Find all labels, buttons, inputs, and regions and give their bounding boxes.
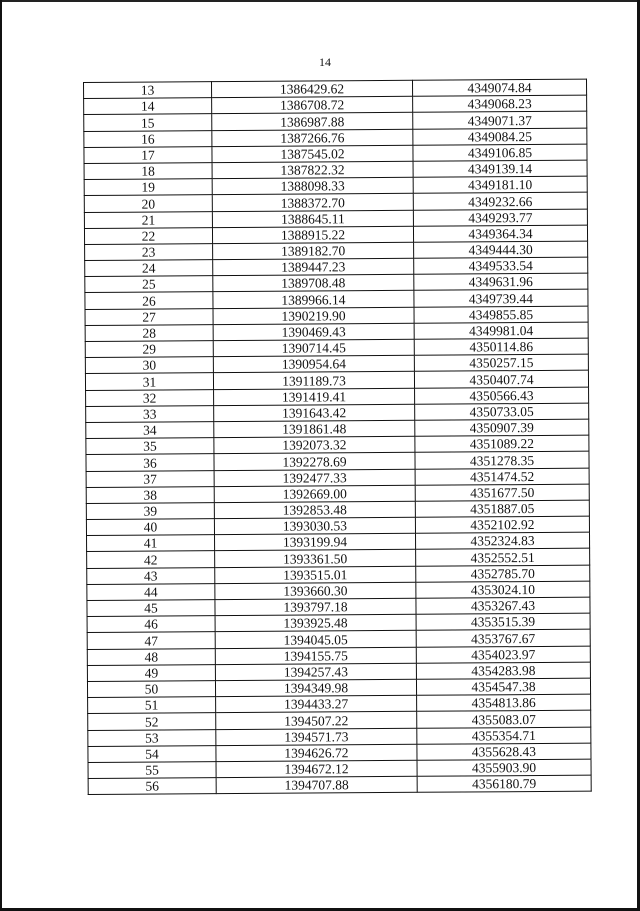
x-coordinate-cell: 1394626.72	[216, 744, 417, 762]
y-coordinate-cell: 4349074.84	[412, 79, 586, 96]
y-coordinate-cell: 4349981.04	[414, 322, 588, 339]
point-number-cell: 29	[85, 341, 213, 358]
point-number-cell: 34	[86, 422, 214, 439]
x-coordinate-cell: 1393797.18	[215, 598, 416, 616]
x-coordinate-cell: 1392278.69	[214, 453, 415, 471]
y-coordinate-cell: 4349533.54	[414, 257, 588, 274]
x-coordinate-cell: 1386708.72	[212, 97, 413, 115]
point-number-cell: 40	[86, 519, 214, 536]
point-number-cell: 52	[88, 713, 216, 730]
x-coordinate-cell: 1394707.88	[216, 776, 417, 794]
point-number-cell: 38	[86, 486, 214, 503]
x-coordinate-cell: 1391861.48	[214, 420, 415, 438]
y-coordinate-cell: 4355354.71	[417, 727, 591, 744]
y-coordinate-cell: 4349364.34	[413, 225, 587, 242]
point-number-cell: 21	[84, 211, 212, 228]
point-number-cell: 44	[87, 583, 215, 600]
y-coordinate-cell: 4352324.83	[416, 532, 590, 549]
point-number-cell: 26	[85, 292, 213, 309]
y-coordinate-cell: 4354813.86	[417, 694, 591, 711]
coordinates-table-wrapper	[83, 79, 591, 796]
y-coordinate-cell: 4349139.14	[413, 160, 587, 177]
x-coordinate-cell: 1393361.50	[215, 550, 416, 568]
point-number-cell: 35	[86, 438, 214, 455]
scan-edge-left	[0, 0, 2, 911]
x-coordinate-cell: 1394507.22	[216, 712, 417, 730]
x-coordinate-cell: 1386429.62	[212, 80, 413, 98]
y-coordinate-cell: 4351474.52	[415, 468, 589, 485]
point-number-cell: 31	[85, 373, 213, 390]
y-coordinate-cell: 4353767.67	[416, 630, 590, 647]
point-number-cell: 47	[87, 632, 215, 649]
x-coordinate-cell: 1388098.33	[212, 177, 413, 195]
y-coordinate-cell: 4354283.98	[416, 662, 590, 679]
y-coordinate-cell: 4349068.23	[413, 95, 587, 112]
y-coordinate-cell: 4350566.43	[415, 387, 589, 404]
point-number-cell: 56	[88, 778, 216, 795]
x-coordinate-cell: 1392853.48	[214, 501, 415, 519]
point-number-cell: 18	[84, 163, 212, 180]
x-coordinate-cell: 1393515.01	[215, 566, 416, 584]
coordinates-table-body	[84, 79, 592, 795]
y-coordinate-cell: 4356180.79	[417, 775, 591, 792]
x-coordinate-cell: 1389708.48	[213, 275, 414, 293]
point-number-cell: 14	[84, 98, 212, 115]
y-coordinate-cell: 4349181.10	[413, 176, 587, 193]
point-number-cell: 22	[84, 227, 212, 244]
point-number-cell: 46	[87, 616, 215, 633]
y-coordinate-cell: 4351887.05	[415, 500, 589, 517]
y-coordinate-cell: 4350733.05	[415, 403, 589, 420]
point-number-cell: 39	[86, 503, 214, 520]
x-coordinate-cell: 1393925.48	[215, 614, 416, 632]
y-coordinate-cell: 4353515.39	[416, 613, 590, 630]
x-coordinate-cell: 1386987.88	[212, 113, 413, 131]
point-number-cell: 20	[84, 195, 212, 212]
y-coordinate-cell: 4349293.77	[413, 209, 587, 226]
point-number-cell: 13	[84, 82, 212, 99]
point-number-cell: 36	[86, 454, 214, 471]
point-number-cell: 16	[84, 130, 212, 147]
y-coordinate-cell: 4355903.90	[417, 759, 591, 776]
point-number-cell: 50	[87, 681, 215, 698]
y-coordinate-cell: 4349232.66	[413, 192, 587, 209]
point-number-cell: 28	[85, 324, 213, 341]
x-coordinate-cell: 1389182.70	[213, 242, 414, 260]
y-coordinate-cell: 4349631.96	[414, 273, 588, 290]
point-number-cell: 17	[84, 146, 212, 163]
y-coordinate-cell: 4350907.39	[415, 419, 589, 436]
y-coordinate-cell: 4349855.85	[414, 306, 588, 323]
y-coordinate-cell: 4354023.97	[416, 646, 590, 663]
y-coordinate-cell: 4353267.43	[416, 597, 590, 614]
y-coordinate-cell: 4355083.07	[417, 710, 591, 727]
point-number-cell: 37	[86, 470, 214, 487]
x-coordinate-cell: 1394571.73	[216, 728, 417, 746]
x-coordinate-cell: 1387822.32	[212, 161, 413, 179]
point-number-cell: 42	[87, 551, 215, 568]
point-number-cell: 32	[86, 389, 214, 406]
x-coordinate-cell: 1394045.05	[215, 631, 416, 649]
x-coordinate-cell: 1388372.70	[212, 194, 413, 212]
x-coordinate-cell: 1394257.43	[215, 663, 416, 681]
point-number-cell: 19	[84, 179, 212, 196]
x-coordinate-cell: 1394433.27	[216, 695, 417, 713]
x-coordinate-cell: 1390954.64	[213, 355, 414, 373]
point-number-cell: 45	[87, 600, 215, 617]
y-coordinate-cell: 4351278.35	[415, 451, 589, 468]
y-coordinate-cell: 4352102.92	[415, 516, 589, 533]
y-coordinate-cell: 4349444.30	[414, 241, 588, 258]
point-number-cell: 33	[86, 405, 214, 422]
point-number-cell: 43	[87, 567, 215, 584]
point-number-cell: 30	[85, 357, 213, 374]
y-coordinate-cell: 4349739.44	[414, 290, 588, 307]
x-coordinate-cell: 1393199.94	[215, 534, 416, 552]
x-coordinate-cell: 1392477.33	[214, 469, 415, 487]
table-row	[88, 775, 591, 795]
x-coordinate-cell: 1394672.12	[216, 760, 417, 778]
x-coordinate-cell: 1388915.22	[212, 226, 413, 244]
point-number-cell: 25	[85, 276, 213, 293]
x-coordinate-cell: 1393660.30	[215, 582, 416, 600]
point-number-cell: 53	[88, 729, 216, 746]
y-coordinate-cell: 4349071.37	[413, 112, 587, 129]
y-coordinate-cell: 4352785.70	[416, 565, 590, 582]
x-coordinate-cell: 1390219.90	[213, 307, 414, 325]
point-number-cell: 51	[88, 697, 216, 714]
y-coordinate-cell: 4350407.74	[414, 371, 588, 388]
x-coordinate-cell: 1389966.14	[213, 291, 414, 309]
x-coordinate-cell: 1390469.43	[213, 323, 414, 341]
y-coordinate-cell: 4349084.25	[413, 128, 587, 145]
x-coordinate-cell: 1391643.42	[214, 404, 415, 422]
point-number-cell: 49	[87, 664, 215, 681]
y-coordinate-cell: 4351677.50	[415, 484, 589, 501]
x-coordinate-cell: 1389447.23	[213, 258, 414, 276]
x-coordinate-cell: 1394349.98	[215, 679, 416, 697]
y-coordinate-cell: 4351089.22	[415, 435, 589, 452]
y-coordinate-cell: 4355628.43	[417, 743, 591, 760]
y-coordinate-cell: 4349106.85	[413, 144, 587, 161]
x-coordinate-cell: 1388645.11	[212, 210, 413, 228]
point-number-cell: 27	[85, 308, 213, 325]
point-number-cell: 48	[87, 648, 215, 665]
coordinates-table	[83, 79, 592, 796]
x-coordinate-cell: 1387266.76	[212, 129, 413, 147]
x-coordinate-cell: 1387545.02	[212, 145, 413, 163]
point-number-cell: 55	[88, 762, 216, 779]
scan-edge-top	[0, 0, 640, 2]
y-coordinate-cell: 4353024.10	[416, 581, 590, 598]
point-number-cell: 23	[85, 244, 213, 261]
x-coordinate-cell: 1390714.45	[213, 339, 414, 357]
page-number: 14	[319, 55, 331, 69]
point-number-cell: 15	[84, 114, 212, 131]
point-number-cell: 24	[85, 260, 213, 277]
y-coordinate-cell: 4350114.86	[414, 338, 588, 355]
x-coordinate-cell: 1394155.75	[215, 647, 416, 665]
x-coordinate-cell: 1393030.53	[214, 517, 415, 535]
x-coordinate-cell: 1392073.32	[214, 436, 415, 454]
point-number-cell: 41	[87, 535, 215, 552]
y-coordinate-cell: 4350257.15	[414, 354, 588, 371]
point-number-cell: 54	[88, 745, 216, 762]
x-coordinate-cell: 1391189.73	[213, 372, 414, 390]
x-coordinate-cell: 1392669.00	[214, 485, 415, 503]
x-coordinate-cell: 1391419.41	[214, 388, 415, 406]
y-coordinate-cell: 4352552.51	[416, 549, 590, 566]
y-coordinate-cell: 4354547.38	[416, 678, 590, 695]
